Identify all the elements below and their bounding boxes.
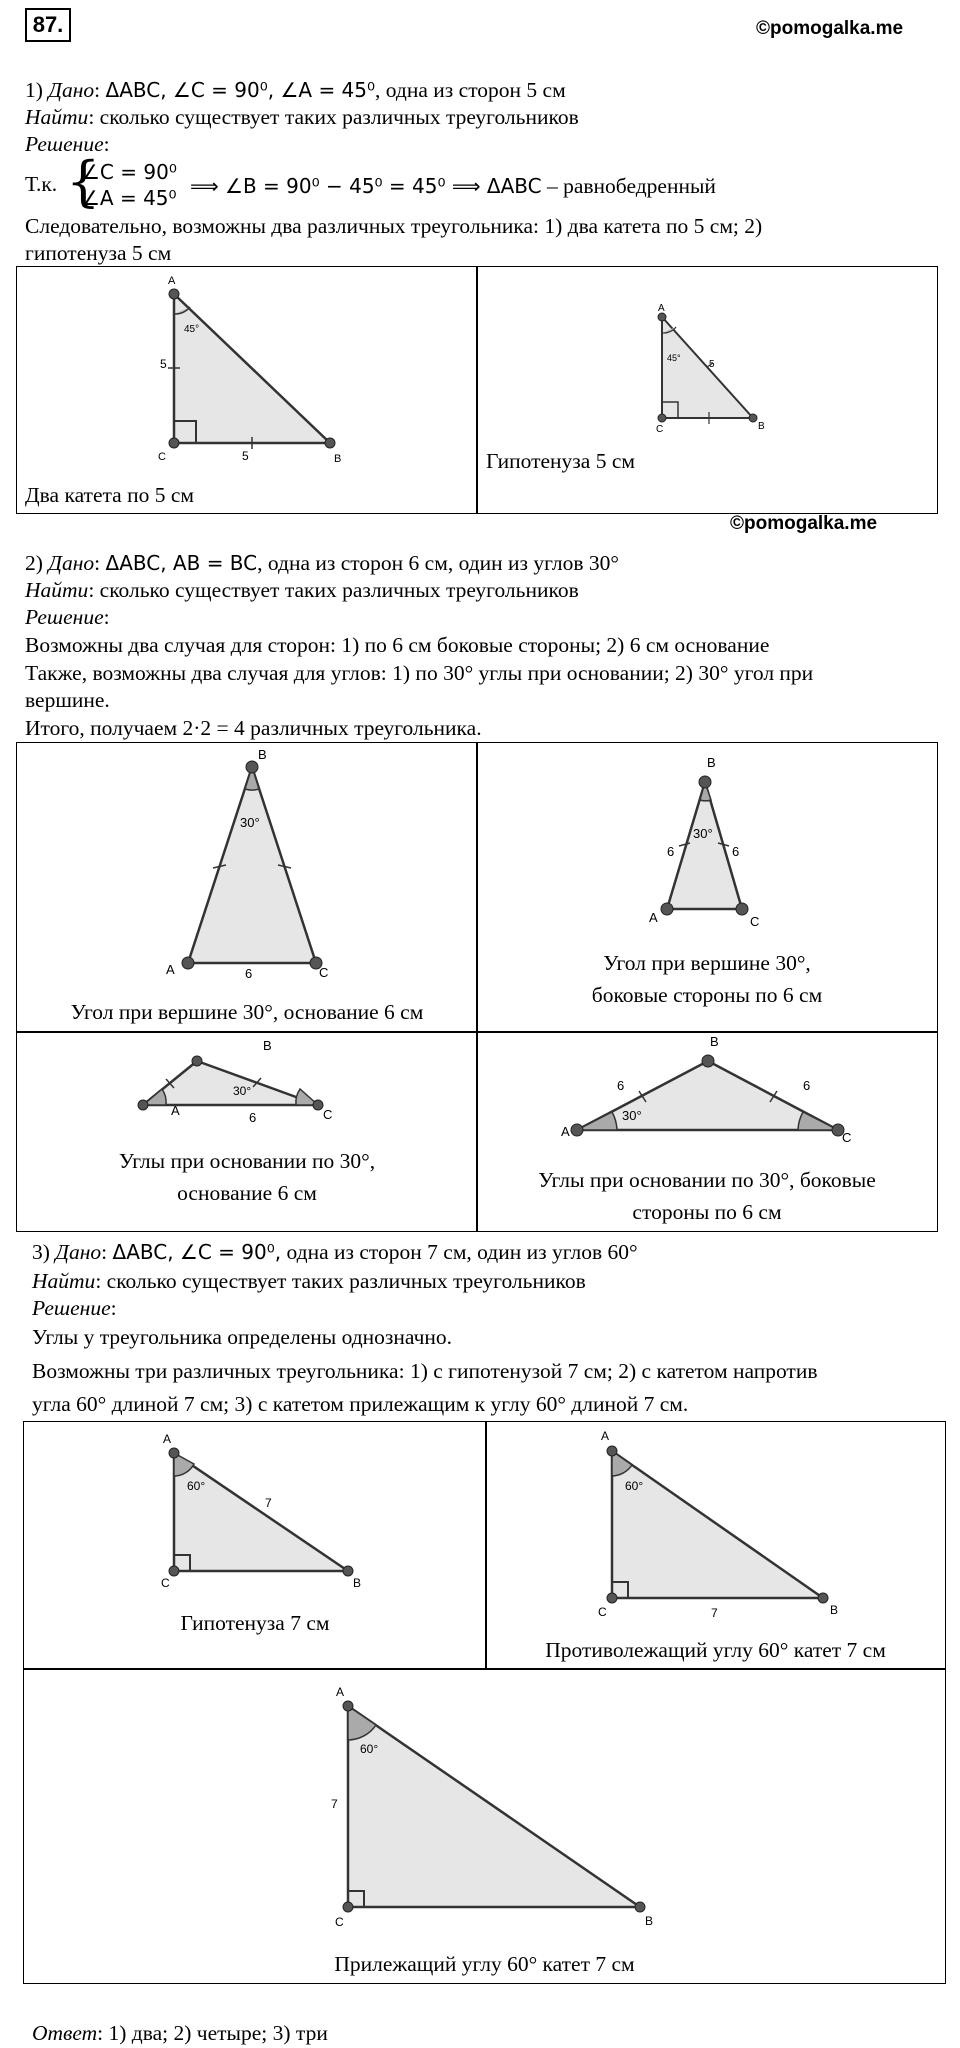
- vertex-a: A: [336, 1685, 345, 1699]
- vertex-c: C: [656, 424, 664, 435]
- part2-line-1: Возможны два случая для сторон: 1) по 6 см боковые стороны; 2) 6 см основание: [25, 633, 770, 657]
- vertex-b: B: [758, 421, 765, 432]
- part1-implication: ⟹ ∠B = 90⁰ − 45⁰ = 45⁰ ⟹ ΔABC – равнобедренный: [190, 174, 716, 198]
- part1-given: 1) Дано: ΔABC, ∠C = 90⁰, ∠A = 45⁰, одна из сторон 5 см: [25, 78, 566, 102]
- triangle-apex-30-base-6: [16, 742, 478, 1033]
- site-watermark: ©pomogalka.me: [730, 513, 878, 534]
- part2-line-4: Итого, получаем 2·2 = 4 различных треугольника.: [25, 716, 482, 740]
- vertex-c: C: [335, 1915, 344, 1929]
- side-label: 5: [709, 359, 715, 370]
- vertex-b: B: [645, 1914, 654, 1928]
- angle-label: 45°: [184, 324, 200, 335]
- caption-apex-30-base-6: Угол при вершине 30°, основание 6 см: [70, 1000, 424, 1024]
- vertex-b: B: [263, 1038, 272, 1053]
- brace-line-2: ∠A = 45⁰: [82, 186, 177, 210]
- triangle-opposite-leg-7: [485, 1421, 946, 1670]
- vertex-c: C: [323, 1107, 333, 1122]
- triangle-hypotenuse: [476, 266, 938, 514]
- vertex-a: A: [171, 1103, 180, 1118]
- vertex-a: A: [166, 962, 175, 977]
- vertex-a: A: [561, 1124, 570, 1139]
- vertex-b: B: [710, 1034, 719, 1049]
- side-label: 6: [617, 1078, 625, 1093]
- angle-label: 60°: [360, 1742, 379, 1756]
- vertex-b: B: [353, 1576, 362, 1590]
- side-label: 6: [803, 1078, 811, 1093]
- vertex-b: B: [707, 755, 716, 770]
- angle-label: 60°: [187, 1479, 206, 1493]
- vertex-b: B: [258, 747, 267, 762]
- caption-base-30-legs-6-line1: Углы при основании по 30°, боковые: [538, 1168, 876, 1192]
- vertex-a: A: [163, 1432, 172, 1446]
- part2-line-2: Также, возможны два случая для углов: 1) по 30° углы при основании; 2) 30° угол при: [25, 661, 814, 685]
- side-label: 6: [732, 844, 740, 859]
- caption-opposite-leg-7: Противолежащий углу 60° катет 7 см: [545, 1638, 886, 1662]
- caption-apex-30-legs-6-line1: Угол при вершине 30°,: [603, 951, 811, 975]
- vertex-a: A: [649, 910, 658, 925]
- part2-find: Найти: сколько существует таких различных треугольников: [25, 578, 579, 602]
- part1-tk: Т.к.: [25, 172, 58, 196]
- vertex-c: C: [750, 914, 760, 929]
- part1-conclusion-1: Следовательно, возможны два различных треугольника: 1) два катета по 5 см; 2): [25, 214, 763, 238]
- caption-base-30-base-6-line2: основание 6 см: [177, 1181, 317, 1205]
- answer: Ответ: 1) два; 2) четыре; 3) три: [32, 2021, 328, 2045]
- caption-hypotenuse: Гипотенуза 5 см: [486, 449, 635, 473]
- part2-given: 2) Дано: ΔABC, AB = BC, одна из сторон 6 см, один из углов 30°: [25, 551, 619, 575]
- caption-adjacent-leg-7: Прилежащий углу 60° катет 7 см: [334, 1952, 635, 1976]
- side-label: 7: [331, 1797, 338, 1811]
- triangle-adjacent-leg-7: [23, 1668, 946, 1984]
- part3-line-1: Углы у треугольника определены однозначно.: [32, 1325, 453, 1349]
- vertex-c: C: [598, 1605, 607, 1619]
- caption-apex-30-legs-6-line2: боковые стороны по 6 см: [591, 983, 823, 1007]
- vertex-c: C: [842, 1130, 852, 1145]
- vertex-c: C: [161, 1576, 170, 1590]
- part3-find: Найти: сколько существует таких различных треугольников: [32, 1269, 586, 1293]
- vertex-a: A: [168, 275, 176, 287]
- system-brace: {: [66, 150, 101, 213]
- triangle-two-legs: [16, 266, 478, 514]
- vertex-a: A: [658, 303, 665, 314]
- vertex-b: B: [334, 453, 342, 465]
- vertex-b: B: [830, 1603, 839, 1617]
- angle-label: 30°: [240, 815, 260, 830]
- part1-find: Найти: сколько существует таких различных треугольников: [25, 105, 579, 129]
- angle-label: 30°: [622, 1108, 642, 1123]
- side-label: 5: [242, 449, 249, 463]
- part1-solution-label: Решение:: [25, 132, 110, 156]
- caption-base-30-legs-6-line2: стороны по 6 см: [632, 1200, 782, 1224]
- side-label: 7: [711, 1606, 718, 1620]
- part2-line-3: вершине.: [25, 688, 110, 712]
- side-label: 5: [160, 357, 167, 371]
- site-watermark: ©pomogalka.me: [756, 18, 904, 39]
- caption-hypotenuse-7: Гипотенуза 7 см: [180, 1611, 330, 1635]
- part1-conclusion-2: гипотенуза 5 см: [25, 241, 172, 265]
- part2-solution-label: Решение:: [25, 605, 110, 629]
- problem-number: 87.: [25, 8, 71, 42]
- vertex-c: C: [319, 965, 329, 980]
- angle-label: 30°: [233, 1084, 252, 1098]
- part3-given: 3) Дано: ΔABC, ∠C = 90⁰, одна из сторон 7 см, один из углов 60°: [32, 1240, 638, 1264]
- angle-label: 45°: [667, 353, 681, 363]
- side-label: 6: [249, 1110, 257, 1125]
- vertex-c: C: [158, 451, 166, 463]
- side-label: 7: [265, 1496, 272, 1510]
- part3-line-3: угла 60° длиной 7 см; 3) с катетом прилежащим к углу 60° длиной 7 см.: [32, 1392, 689, 1416]
- caption-base-30-base-6-line1: Углы при основании по 30°,: [118, 1149, 376, 1173]
- caption-two-legs: Два катета по 5 см: [25, 483, 194, 507]
- brace-line-1: ∠C = 90⁰: [82, 160, 177, 184]
- vertex-a: A: [601, 1429, 610, 1443]
- side-label: 6: [245, 966, 253, 981]
- side-label: 6: [667, 844, 675, 859]
- part3-line-2: Возможны три различных треугольника: 1) с гипотенузой 7 см; 2) с катетом напротив: [32, 1359, 818, 1383]
- part3-solution-label: Решение:: [32, 1296, 117, 1320]
- angle-label: 60°: [625, 1479, 644, 1493]
- angle-label: 30°: [693, 826, 713, 841]
